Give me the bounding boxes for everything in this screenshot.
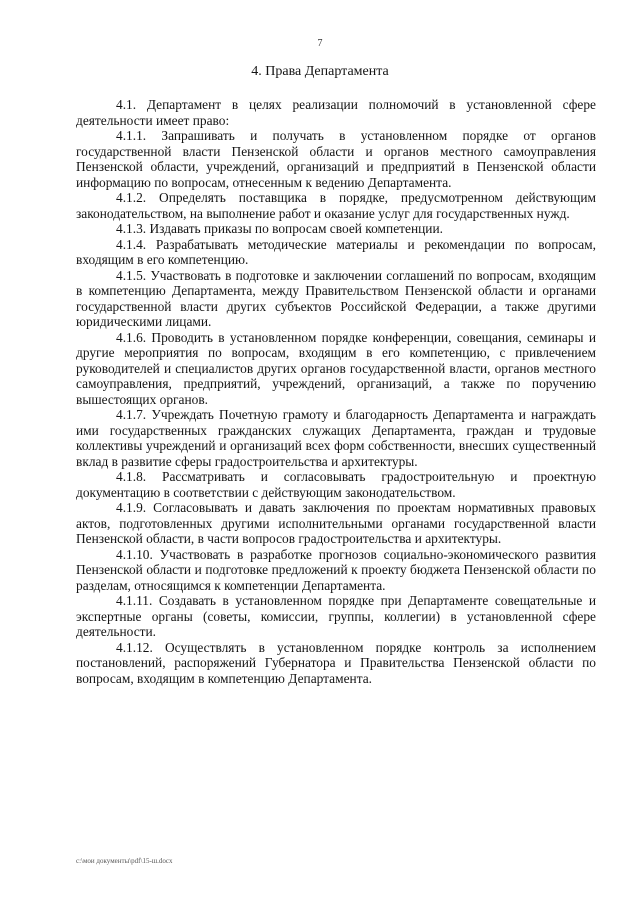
paragraph-4-1-3: 4.1.3. Издавать приказы по вопросам своей компетенции. xyxy=(116,221,443,236)
paragraph-4-1-1: 4.1.1. Запрашивать и получать в установленном порядке от органов государственной власти Пензенской области и органов местного самоуправления Пензенской области, учреждений, организаций и предприятий в Пензенской области информацию по вопросам, отнесенным к ведению Департамента. xyxy=(76,128,596,190)
section-title: 4. Права Департамента xyxy=(251,64,389,79)
paragraph-4-1-6: 4.1.6. Проводить в установленном порядке конференции, совещания, семинары и другие мероприятия по вопросам, входящим в его компетенцию, с привлечением руководителей и специалистов других органов государственной власти, органов местного самоуправления, предприятий, учреждений, организаций, а также по поручению вышестоящих органов. xyxy=(76,329,596,407)
paragraph-4-1-7: 4.1.7. Учреждать Почетную грамоту и благодарность Департамента и награждать ими государственных гражданских служащих Департамента, граждан и трудовые коллективы учреждений и организаций всех форм собственности, внесших существенный вклад в развитие сферы градостроительства и архитектуры. xyxy=(76,407,596,469)
paragraph-4-1-2: 4.1.2. Определять поставщика в порядке, предусмотренном действующим законодательством, на выполнение работ и оказание услуг для государственных нужд. xyxy=(76,190,596,221)
paragraph-4-1-5: 4.1.5. Участвовать в подготовке и заключении соглашений по вопросам, входящим в компетенцию Департамента, между Правительством Пензенской области и органами государственной власти других субъектов Российской Федерации, а также другими юридическими лицами. xyxy=(76,267,596,329)
paragraph-4-1-10: 4.1.10. Участвовать в разработке прогнозов социально-экономического развития Пензенской области и подготовке предложений к проекту бюджета Пензенской области по разделам, относящимся к компетенции Департамента. xyxy=(76,546,596,593)
page-number: 7 xyxy=(317,38,323,49)
paragraph-4-1-8: 4.1.8. Рассматривать и согласовывать градостроительную и проектную документацию в соответствии с действующим законодательством. xyxy=(76,469,596,500)
paragraph-4-1: 4.1. Департамент в целях реализации полномочий в установленной сфере деятельности имеет право: xyxy=(76,97,596,128)
paragraph-4-1-9: 4.1.9. Согласовывать и давать заключения по проектам нормативных правовых актов, подготовленных другими исполнительными органами государственной власти Пензенской области, в части вопросов градостроительства и архитектуры. xyxy=(76,500,596,546)
document-body xyxy=(76,97,596,686)
paragraph-4-1-11: 4.1.11. Создавать в установленном порядке при Департаменте совещательные и экспертные органы (советы, комиссии, группы, коллегии) в установленной сфере деятельности. xyxy=(76,593,596,639)
paragraph-4-1-4: 4.1.4. Разрабатывать методические материалы и рекомендации по вопросам, входящим в его компетенцию. xyxy=(76,236,596,267)
footer-file-path: c:\мои документы\pdf\15-ш.docx xyxy=(76,857,173,865)
paragraph-4-1-12: 4.1.12. Осуществлять в установленном порядке контроль за исполнением постановлений, распоряжений Губернатора и Правительства Пензенской области по вопросам, входящим в компетенцию Департамента. xyxy=(76,639,596,686)
